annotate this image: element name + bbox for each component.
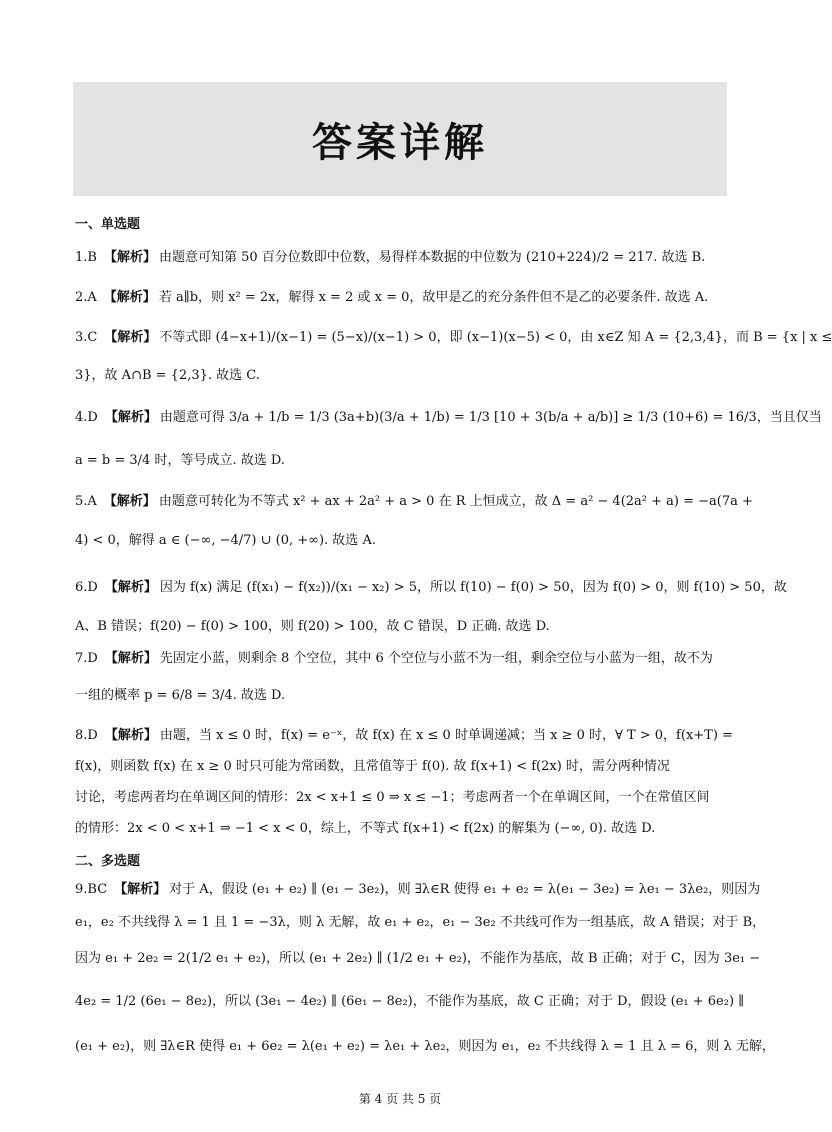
answer-line: 9.BC 【解析】 对于 A，假设 (e₁ + e₂) ∥ (e₁ − 3e₂)，则 ∃λ∈R 使得 e₁ + e₂ = λ(e₁ − 3e₂) = λe₁ − 3λe₂，则因为 [75,882,761,897]
answer-line: 4) < 0，解得 a ∈ (−∞, −4/7) ∪ (0, +∞). 故选 A. [75,533,376,548]
answer-line: 7.D 【解析】 先固定小蓝，则剩余 8 个空位，其中 6 个空位与小蓝不为一组，剩余空位与小蓝为一组，故不为 [75,651,713,666]
answer-line: e₁，e₂ 不共线得 λ = 1 且 1 = −3λ，则 λ 无解，故 e₁ + e₂，e₁ − 3e₂ 不共线可作为一组基底，故 A 错误；对于 B， [75,915,766,930]
answer-line: 一组的概率 p = 6/8 = 3/4. 故选 D. [75,688,286,703]
section-heading-multi-choice: 二、多选题 [75,854,141,869]
answer-line: 3}，故 A∩B = {2,3}. 故选 C. [75,368,260,383]
page-footer: 第 4 页 共 5 页 [358,1092,442,1106]
answer-line: 3.C 【解析】 不等式即 (4−x+1)/(x−1) = (5−x)/(x−1) > 0，即 (x−1)(x−5) < 0，由 x∈Z 知 A = {2,3,4}，而 B = {x | x ≤ [75,330,832,345]
answer-line: (e₁ + e₂)，则 ∃λ∈R 使得 e₁ + 6e₂ = λ(e₁ + e₂) = λe₁ + λe₂，则因为 e₁，e₂ 不共线得 λ = 1 且 λ = 6，则 λ 无解， [75,1039,775,1054]
answer-line: 2.A 【解析】 若 a∥b，则 x² = 2x，解得 x = 2 或 x = 0，故甲是乙的充分条件但不是乙的必要条件. 故选 A. [75,290,709,305]
answer-line: 1.B 【解析】 由题意可知第 50 百分位数即中位数，易得样本数据的中位数为 (210+224)/2 = 217. 故选 B. [75,250,706,265]
section-heading-single-choice: 一、单选题 [75,217,141,232]
answer-line: A、B 错误；f(20) − f(0) > 100，则 f(20) > 100，故 C 错误，D 正确. 故选 D. [75,619,550,634]
answer-line: 因为 e₁ + 2e₂ = 2(1/2 e₁ + e₂)，所以 (e₁ + 2e₂) ∥ (1/2 e₁ + e₂)，不能作为基底，故 B 正确；对于 C，因为 3e₁ − [75,951,761,966]
answer-line: 4.D 【解析】 由题意可得 3/a + 1/b = 1/3 (3a+b)(3/a + 1/b) = 1/3 [10 + 3(b/a + a/b)] ≥ 1/3 (10+6) = 16/3，当且仅当 [75,410,822,425]
title-banner [73,82,727,196]
answer-line: 5.A 【解析】 由题意可转化为不等式 x² + ax + 2a² + a > 0 在 R 上恒成立，故 Δ = a² − 4(2a² + a) = −a(7a + [75,494,753,509]
answer-line: a = b = 3/4 时，等号成立. 故选 D. [75,453,285,468]
answer-line: 的情形：2x < 0 < x+1 ⇒ −1 < x < 0，综上，不等式 f(x+1) < f(2x) 的解集为 (−∞, 0). 故选 D. [75,821,656,836]
answer-line: f(x)，则函数 f(x) 在 x ≥ 0 时只可能为常函数，且常值等于 f(0). 故 f(x+1) < f(2x) 时，需分两种情况 [75,759,670,774]
answer-line: 6.D 【解析】 因为 f(x) 满足 (f(x₁) − f(x₂))/(x₁ − x₂) > 5，所以 f(10) − f(0) > 50，因为 f(0) > 0，则 f(10) > 50，故 [75,580,787,595]
answer-line: 8.D 【解析】 由题，当 x ≤ 0 时，f(x) = e⁻ˣ，故 f(x) 在 x ≤ 0 时单调递减；当 x ≥ 0 时，∀ T > 0，f(x+T) = [75,728,733,743]
page-title: 答案详解 [312,118,488,166]
answer-line: 4e₂ = 1/2 (6e₁ − 8e₂)，所以 (3e₁ − 4e₂) ∥ (6e₁ − 8e₂)，不能作为基底，故 C 正确；对于 D，假设 (e₁ + 6e₂) ∥ [75,994,745,1009]
answer-line: 讨论，考虑两者均在单调区间的情形：2x < x+1 ≤ 0 ⇒ x ≤ −1；考虑两者一个在单调区间，一个在常值区间 [75,790,710,805]
